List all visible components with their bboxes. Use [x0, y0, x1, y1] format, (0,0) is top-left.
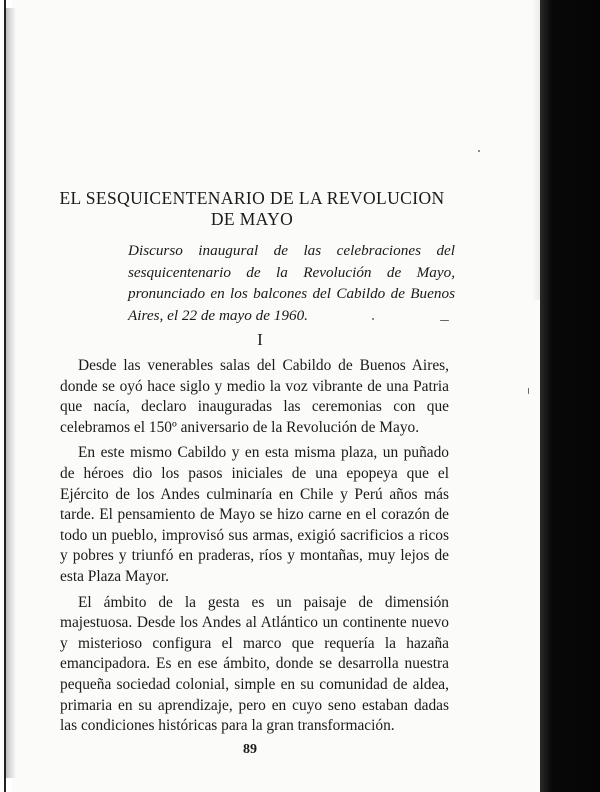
body-text: [60, 356, 449, 742]
chapter-title-line-1: EL SESQUICENTENARIO DE LA REVOLUCION: [59, 188, 445, 208]
paragraph: Desde las venerables salas del Cabildo de Buenos Aires, donde se oyó hace siglo y medio la voz vibrante de una Patria que nacía, declaro inauguradas las ceremonias con que celebramos el 150º aniversario de la Revolución de Mayo.: [60, 357, 449, 436]
chapter-title: [48, 188, 456, 230]
page-number: 89: [243, 742, 257, 757]
scan-speck: [528, 388, 529, 394]
scan-shadow-right: [540, 0, 600, 792]
chapter-title-line-2: DE MAYO: [210, 209, 294, 229]
scan-speck: [478, 150, 480, 152]
paragraph: El ámbito de la gesta es un paisaje de dimensión majestuosa. Desde los Andes al Atlántico un continente nuevo y misterioso configura el marco que requería la hazaña emancipadora. Es en ese ámbito, donde se desarrolla nuestra pequeña sociedad colonial, simple en su comunidad de aldea, primaria en su aprendizaje, pero en cuyo seno estaban dadas las condiciones históricas para la gran transformación.: [60, 593, 449, 735]
binding-shadow: [6, 8, 16, 778]
chapter-subtitle: Discurso inaugural de las celebraciones del sesquicentenario de la Revolución de Mayo, pronunciado en los balcones del Cabildo de Buenos Aires, el 22 de mayo de 1960.: [128, 242, 455, 324]
section-numeral: I: [257, 330, 263, 349]
scan-speck: [440, 320, 449, 321]
scan-speck: [372, 318, 374, 320]
paragraph: En este mismo Cabildo y en esta misma plaza, un puñado de héroes dio los pasos iniciales de una epopeya que el Ejército de los Andes culminaría en Chile y Perú años más tarde. El pensamiento de Mayo se hizo carne en el corazón de todo un pueblo, improvisó sus armas, exigió sacrificios a ricos y pobres y triunfó en praderas, ríos y montañas, muy lejos de esta Plaza Mayor.: [60, 444, 449, 585]
